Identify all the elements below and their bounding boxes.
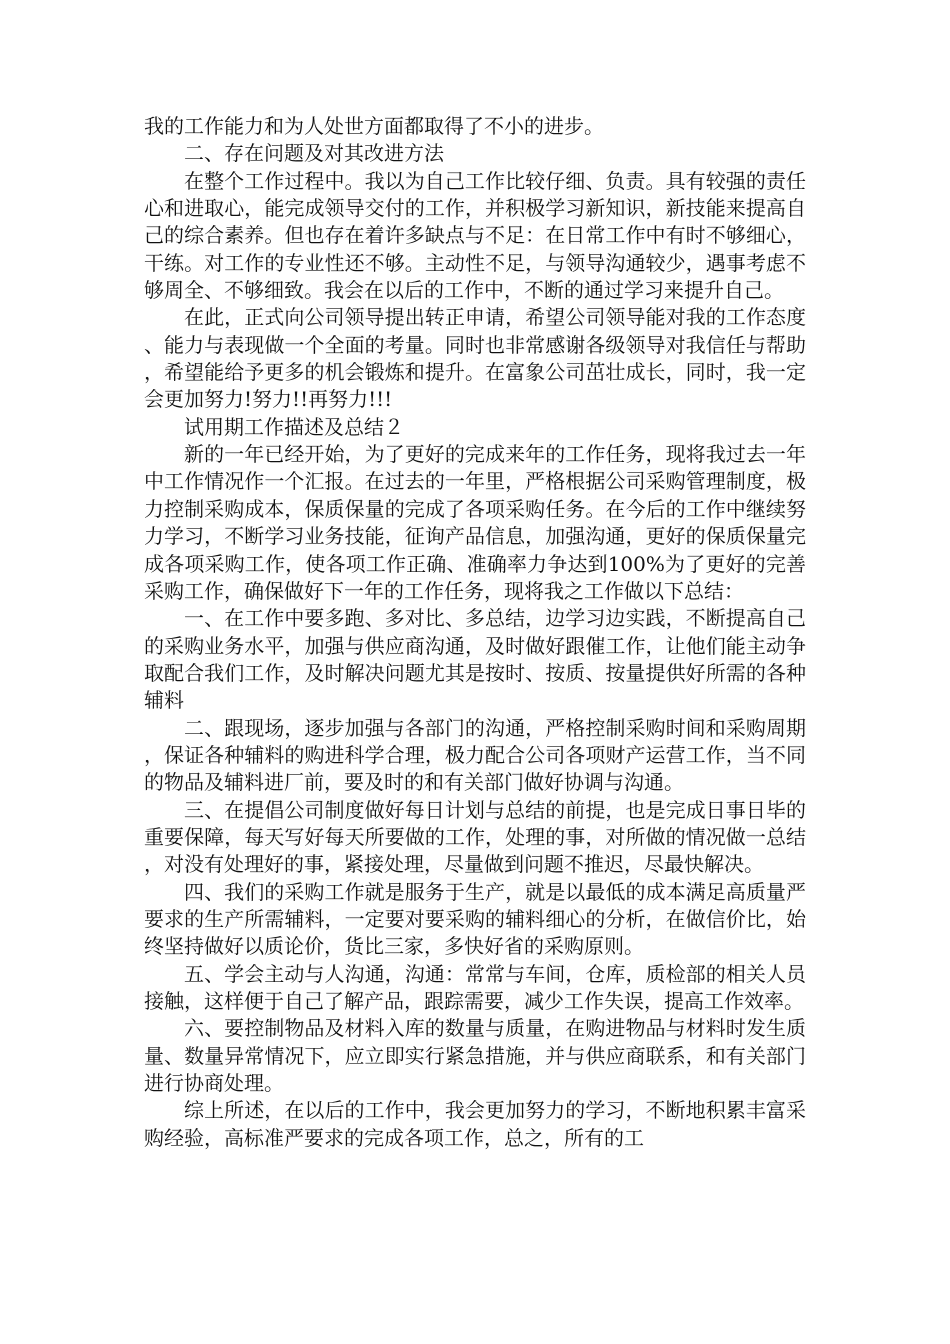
paragraph-point-6: 六、要控制物品及材料入库的数量与质量，在购进物品与材料时发生质量、数量异常情况下，应立即实行紧急措施，并与供应商联系，和有关部门进行协商处理。 bbox=[144, 1016, 806, 1096]
paragraph-point-2: 二、跟现场，逐步加强与各部门的沟通，严格控制采购时间和采购周期，保证各种辅料的购进科学合理，极力配合公司各项财产运营工作，当不同的物品及辅料进厂前，要及时的和有关部门做好协调与沟通。 bbox=[144, 715, 806, 795]
paragraph-self-assessment: 在整个工作过程中。我以为自己工作比较仔细、负责。具有较强的责任心和进取心，能完成领导交付的工作，并积极学习新知识，新技能来提高自己的综合素养。但也存在着许多缺点与不足：在日常工作中有时不够细心，干练。对工作的专业性还不够。主动性不足，与领导沟通较少，遇事考虑不够周全、不够细致。我会在以后的工作中，不断的通过学习来提升自己。 bbox=[144, 168, 806, 303]
paragraph-point-5: 五、学会主动与人沟通，沟通：常常与车间，仓库，质检部的相关人员接触，这样便于自己了解产品，跟踪需要，减少工作失误，提高工作效率。 bbox=[144, 961, 806, 1013]
paragraph-point-1: 一、在工作中要多跑、多对比、多总结，边学习边实践，不断提高自己的采购业务水平，加强与供应商沟通，及时做好跟催工作，让他们能主动争取配合我们工作，及时解决问题尤其是按时、按质、按量提供好所需的各种辅料 bbox=[144, 606, 806, 713]
section-heading-problems: 二、存在问题及对其改进方法 bbox=[184, 141, 444, 166]
paragraph-point-3: 三、在提倡公司制度做好每日计划与总结的前提，也是完成日事日毕的重要保障，每天写好每天所要做的工作，处理的事，对所做的情况做一总结，对没有处理好的事，紧接处理，尽量做到问题不推迟，尽最快解决。 bbox=[144, 797, 806, 877]
section-heading-summary-2: 试用期工作描述及总结２ bbox=[184, 414, 404, 439]
paragraph-continuation: 我的工作能力和为人处世方面都取得了不小的进步。 bbox=[144, 114, 604, 138]
paragraph-application: 在此，正式向公司领导提出转正申请，希望公司领导能对我的工作态度、能力与表现做一个全面的考量。同时也非常感谢各级领导对我信任与帮助，希望能给予更多的机会锻炼和提升。在富象公司茁壮成长，同时，我一定会更加努力!努力!!再努力!!! bbox=[144, 305, 806, 412]
paragraph-point-4: 四、我们的采购工作就是服务于生产，就是以最低的成本满足高质量严要求的生产所需辅料，一定要对要采购的辅料细心的分析，在做信价比，始终坚持做好以质论价，货比三家，多快好省的采购原则。 bbox=[144, 879, 806, 959]
paragraph-conclusion: 综上所述，在以后的工作中，我会更加努力的学习，不断地积累丰富采购经验，高标准严要求的完成各项工作，总之，所有的工 bbox=[144, 1098, 806, 1150]
paragraph-intro: 新的一年已经开始，为了更好的完成来年的工作任务，现将我过去一年中工作情况作一个汇报。在过去的一年里，严格根据公司采购管理制度，极力控制采购成本，保质保量的完成了各项采购任务。在今后的工作中继续努力学习，不断学习业务技能，征询产品信息，加强沟通，更好的保质保量完成各项采购工作，使各项工作正确、准确率力争达到100%为了更好的完善采购工作，确保做好下一年的工作任务，现将我之工作做以下总结： bbox=[144, 442, 806, 603]
document-page bbox=[144, 113, 806, 1152]
